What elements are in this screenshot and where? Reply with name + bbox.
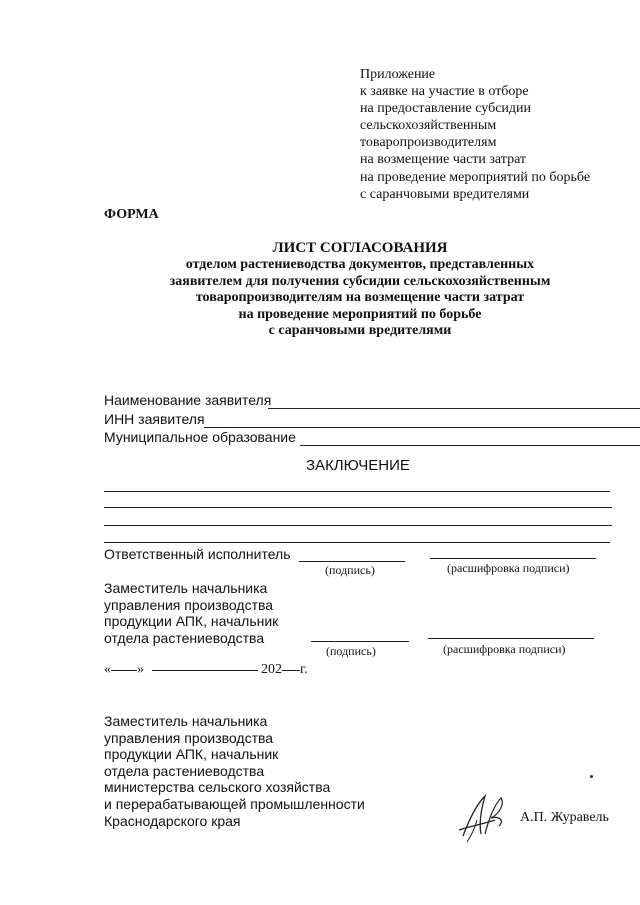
municipality-label: Муниципальное образование bbox=[104, 429, 296, 445]
signatory-title-line: Краснодарского края bbox=[104, 812, 241, 829]
date-day-field[interactable] bbox=[111, 670, 137, 671]
executor-decoding-field[interactable] bbox=[430, 558, 596, 559]
date-close-quote: » bbox=[137, 662, 144, 677]
title-line: на проведение мероприятий по борьбе bbox=[238, 306, 482, 322]
deputy-title-line: Заместитель начальника bbox=[104, 580, 268, 596]
signatory-title-line: министерства сельского хозяйства bbox=[104, 779, 331, 796]
form-label: ФОРМА bbox=[104, 207, 159, 222]
deputy-title-line: отдела растениеводства bbox=[104, 629, 265, 646]
title-line: отделом растениеводства документов, представленных bbox=[185, 257, 535, 272]
executor-label: Ответственный исполнитель bbox=[104, 546, 291, 562]
applicant-inn-field[interactable] bbox=[204, 427, 640, 428]
conclusion-line[interactable] bbox=[104, 525, 612, 526]
signatory-title-line: продукции АПК, начальник bbox=[104, 746, 279, 763]
deputy-signature-field[interactable] bbox=[311, 641, 409, 642]
appendix-line: с саранчовыми вредителями bbox=[360, 186, 530, 202]
conclusion-line[interactable] bbox=[104, 542, 610, 543]
conclusion-line[interactable] bbox=[104, 507, 612, 508]
deputy-signature-caption: (подпись) bbox=[326, 644, 376, 658]
municipality-field[interactable] bbox=[300, 445, 640, 446]
signatory-title bbox=[104, 713, 365, 829]
applicant-name-field[interactable] bbox=[268, 408, 640, 409]
appendix-line: на предоставление субсидии bbox=[360, 101, 532, 117]
appendix-line: Приложение bbox=[360, 67, 436, 82]
deputy-title-line: управления производства bbox=[104, 596, 274, 613]
title-line: заявителем для получения субсидии сельскохозяйственным bbox=[169, 273, 551, 289]
appendix-header bbox=[360, 66, 590, 203]
appendix-line: на возмещение части затрат bbox=[360, 152, 527, 168]
stray-dot bbox=[590, 775, 593, 778]
deputy-decoding-field[interactable] bbox=[428, 638, 594, 639]
deputy-title bbox=[104, 580, 278, 646]
applicant-inn-label: ИНН заявителя bbox=[104, 411, 205, 427]
conclusion-line[interactable] bbox=[104, 491, 610, 492]
signatory-title-line: и перерабатывающей промышленности bbox=[104, 795, 365, 812]
date-year-suffix: г. bbox=[300, 662, 308, 677]
appendix-line: на проведение мероприятий по борьбе bbox=[360, 169, 591, 185]
appendix-line: товаропроизводителям bbox=[360, 135, 497, 151]
signatory-name: А.П. Журавель bbox=[520, 810, 609, 825]
date-line bbox=[104, 662, 308, 678]
date-year-field[interactable] bbox=[282, 670, 300, 671]
document-title bbox=[0, 240, 640, 340]
title-line: с саранчовыми вредителями bbox=[268, 323, 452, 338]
conclusion-heading: ЗАКЛЮЧЕНИЕ bbox=[306, 457, 410, 474]
signatory-title-line: Заместитель начальника bbox=[104, 713, 268, 729]
signatory-title-line: управления производства bbox=[104, 729, 274, 746]
executor-signature-caption: (подпись) bbox=[325, 563, 375, 577]
applicant-name-label: Наименование заявителя bbox=[104, 392, 272, 408]
handwritten-signature bbox=[455, 790, 515, 846]
signatory-title-line: отдела растениеводства bbox=[104, 762, 265, 779]
appendix-line: сельскохозяйственным bbox=[360, 118, 497, 134]
executor-signature-field[interactable] bbox=[299, 561, 405, 562]
deputy-decoding-caption: (расшифровка подписи) bbox=[443, 642, 566, 656]
date-open-quote: « bbox=[104, 662, 111, 677]
title-heading: ЛИСТ СОГЛАСОВАНИЯ bbox=[272, 240, 448, 256]
executor-decoding-caption: (расшифровка подписи) bbox=[447, 561, 570, 575]
appendix-line: к заявке на участие в отборе bbox=[360, 84, 529, 100]
date-year-prefix: 202 bbox=[261, 662, 282, 677]
title-line: товаропроизводителям на возмещение части затрат bbox=[195, 290, 525, 305]
date-month-field[interactable] bbox=[152, 670, 258, 671]
deputy-title-line: продукции АПК, начальник bbox=[104, 613, 279, 630]
